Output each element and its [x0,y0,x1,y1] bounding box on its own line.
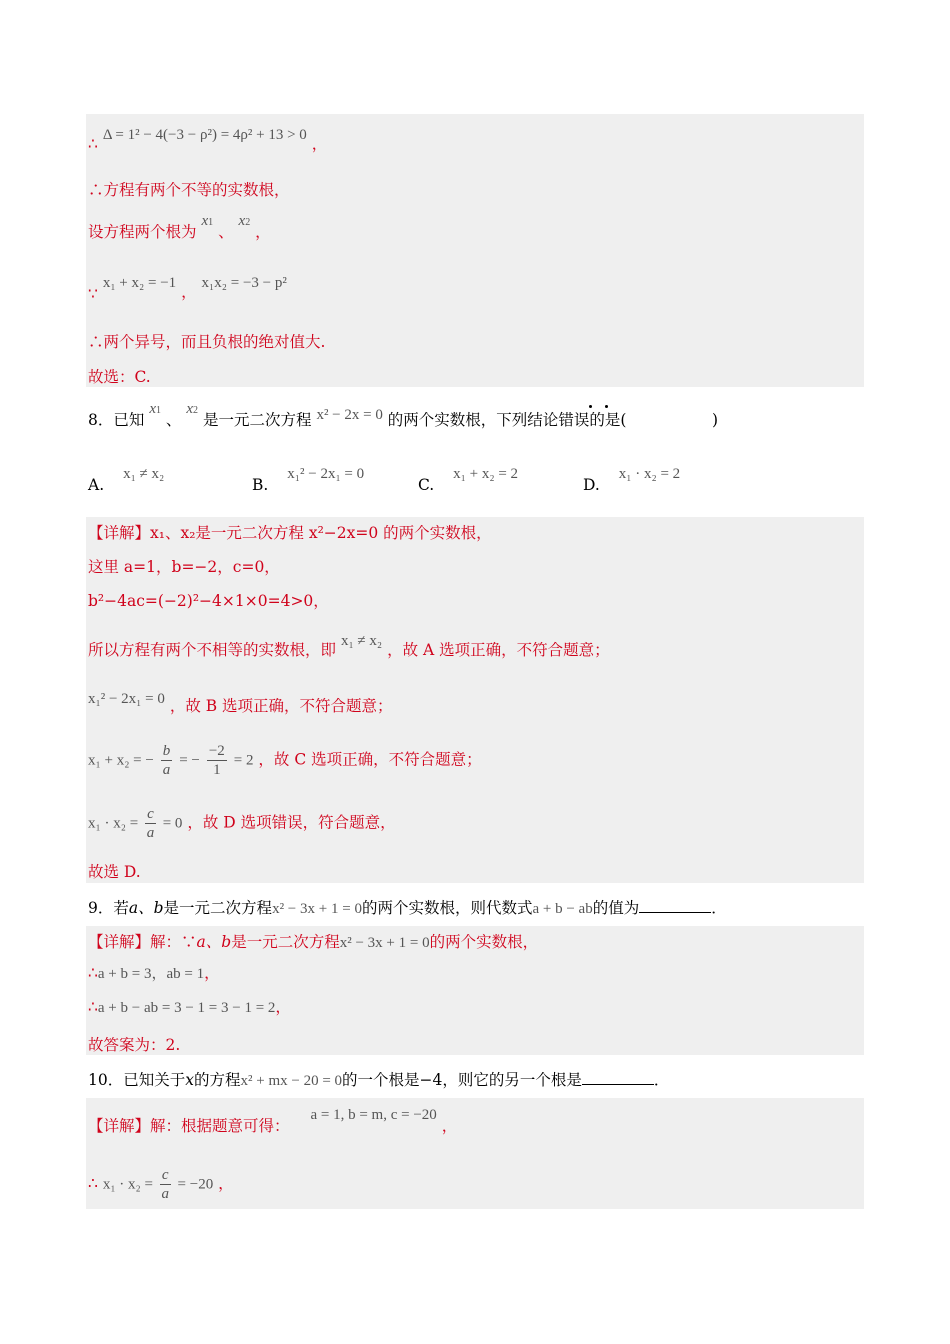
comma: ， [181,283,197,301]
q8-answer-line3: b²−4ac=(−2)²−4×1×0=4>0， [88,592,329,610]
q8-answer-line5 [88,688,393,715]
question-8-equation: x² − 2x = 0 [316,407,383,423]
detail-expr: = 2 [233,752,254,769]
because-symbol: ∵ [88,285,98,303]
q8-answer-line2: 这里 a=1，b=−2，c=0， [88,558,280,576]
therefore-symbol: ∴ [88,1174,98,1193]
detail-tag: 【详解】 [88,524,151,542]
delta-line [88,124,328,153]
option-expr: x₁² − 2x₁ = 0 [287,466,365,482]
q8-answer-line6: x₁ + x₂ = − $\frac{b}{a}$ = − $\frac{-2}{1}$ = 2 ，故 C 选项正确，不符合题意； [88,743,482,778]
comma: ， [255,223,271,241]
two-roots-line: ∴方程有两个不等的实数根， [88,181,290,199]
detail-expr: x₁² − 2x₁ = 0 [88,691,165,707]
comma: ， [311,135,328,153]
x1-symbol: x1 [201,213,214,229]
answer-blank[interactable] [639,898,711,913]
detail-text: 解：根据题意可得： [150,1117,290,1135]
question-8-text: 的是( [589,411,627,429]
detail-expr: x₁ · x₂ = [88,815,139,832]
vieta-line [88,272,287,303]
detail-expr: x² − 3x + 1 = 0 [339,935,430,951]
q9-answer-line2 [88,963,220,984]
q10-answer-line2 [88,1166,234,1203]
option-label: A. [88,476,105,494]
detail-expr: a + b − ab = 3 − 1 = 3 − 1 = 2 [97,1000,276,1016]
detail-vars: a、b [196,933,232,951]
question-10-text: 的方程 [193,1071,241,1089]
x2-symbol: x2 [238,213,251,229]
q8-answer-line8: 故选 D. [88,863,141,881]
detail-expr: x₁ · x₂ = [102,1176,153,1193]
option-b[interactable] [252,463,365,494]
question-9-equation: x² − 3x + 1 = 0 [272,901,362,917]
x1-symbol: x1 [149,401,161,417]
question-10-equation: x² + mx − 20 = 0 [240,1073,343,1089]
set-roots-line [88,213,271,245]
separator: 、 [165,411,182,429]
detail-expr: a + b = 3，ab = 1 [97,966,205,982]
separator: 、 [218,223,234,241]
question-9-text: 是一元二次方程 [163,899,273,917]
option-label: D. [583,476,600,494]
comma: ， [204,964,220,982]
therefore-symbol: ∴ [88,964,98,982]
detail-text: 所以方程有两个不相等的实数根，即 [88,641,337,659]
option-a[interactable] [88,463,165,494]
emphasis-dot [589,405,592,408]
q8-answer-line4 [88,630,610,659]
detail-text: x₁、x₂是一元二次方程 x²−2x=0 的两个实数根， [150,524,492,542]
detail-tag: 【详解】 [88,933,151,951]
fraction-c-over-a: $\frac{c}{a}$ [161,1167,169,1202]
option-label: B. [252,476,269,494]
answer-blank[interactable] [582,1070,654,1085]
detail-text: ，故 A 选项正确，不符合题意； [387,641,610,659]
comma: ， [218,1174,234,1193]
question-9-expr: a + b − ab [532,901,593,917]
q8-answer-line1 [88,523,492,543]
close-paren: ) [712,411,719,429]
detail-text: 的两个实数根， [429,933,539,951]
fraction-c-over-a: $\frac{c}{a}$ [146,806,155,841]
emphasis-word: 错误 [558,411,590,429]
question-10-var: x [185,1071,194,1089]
question-8 [88,401,627,433]
x2-symbol: x2 [186,401,199,417]
emphasis-dot [605,405,608,408]
detail-expr: a = 1, b = m, c = −20 [310,1107,437,1123]
detail-expr: x₁ + x₂ = − [88,752,154,769]
therefore-symbol: ∴ [88,135,98,153]
fraction-b-over-a: $\frac{b}{a}$ [162,743,171,778]
question-9-vars: a、b [128,899,164,917]
question-10 [88,1070,669,1091]
question-9-text: 的值为 [592,899,640,917]
question-8-text: 的两个实数根，下列结论 [387,411,559,429]
detail-tag: 【详解】 [88,1117,151,1135]
choose-answer-line: 故选：C. [88,368,151,386]
detail-expr: = 0 [162,815,183,832]
question-8-number: 8．已知 [88,411,145,429]
detail-expr: x₁ ≠ x₂ [340,633,383,649]
period: ． [653,1071,670,1089]
period: ． [711,899,727,917]
option-expr: x₁ ≠ x₂ [123,466,165,482]
therefore-symbol: ∴ [88,998,98,1016]
sum-roots: x₁ + x₂ = −1 [102,275,177,291]
detail-text: ，故 C 选项正确，不符合题意； [258,750,482,769]
q9-answer-line3 [88,997,291,1018]
comma: ， [275,998,291,1016]
comma: ， [441,1117,458,1135]
set-roots-text: 设方程两个根为 [88,223,197,241]
q9-answer-line4: 故答案为：2. [88,1036,181,1054]
q9-answer-line1 [88,932,538,953]
fraction-neg2-over-1: $\frac{-2}{1}$ [208,743,225,778]
delta-expression: Δ = 1² − 4(−3 − ρ²) = 4ρ² + 13 > 0 [102,127,307,143]
detail-text: 解：∵ [150,933,197,951]
question-10-number: 10．已知关于 [88,1071,186,1089]
detail-text: 是一元二次方程 [231,933,340,951]
q8-answer-line7 [88,805,396,842]
question-8-text: 是一元二次方程 [202,411,312,429]
question-9-number: 9．若 [88,899,129,917]
product-roots: x₁x₂ = −3 − p² [201,275,287,291]
detail-text: ，故 D 选项错误，符合题意， [187,813,396,832]
sign-conclusion-line: ∴两个异号，而且负根的绝对值大. [88,333,326,351]
question-9 [88,898,727,919]
option-d[interactable] [583,463,681,494]
question-10-text: 的一个根是−4，则它的另一个根是 [342,1071,582,1089]
q10-answer-line1 [88,1104,458,1135]
option-expr: x₁ + x₂ = 2 [453,466,519,482]
option-label: C. [418,476,435,494]
detail-text: ，故 B 选项正确，不符合题意； [169,697,393,715]
option-c[interactable] [418,463,519,494]
question-9-text: 的两个实数根，则代数式 [361,899,533,917]
detail-expr: = −20 [177,1176,214,1193]
option-expr: x₁ · x₂ = 2 [618,466,681,482]
